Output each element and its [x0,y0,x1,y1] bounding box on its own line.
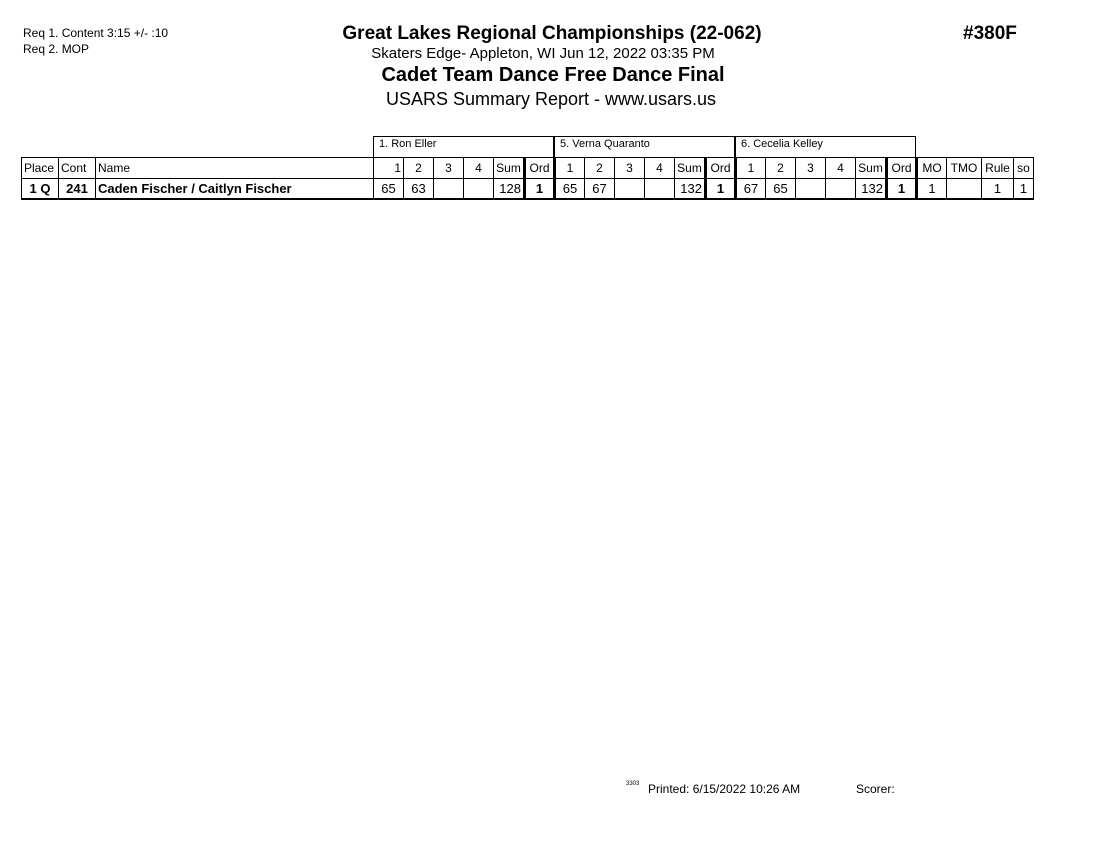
judge-2-score-4 [645,179,675,199]
col-ord: Ord [887,158,917,179]
judge-3-score-4 [826,179,856,199]
col-sum: Sum [675,158,706,179]
tmo-cell [947,179,982,199]
so-cell: 1 [1014,179,1034,199]
col-score-2: 2 [766,158,796,179]
judge-1-score-2: 63 [404,179,434,199]
col-rule: Rule [982,158,1014,179]
judge-2-sum: 132 [675,179,706,199]
col-score-3: 3 [615,158,645,179]
judge-3-score-1: 67 [736,179,766,199]
col-sum: Sum [856,158,887,179]
judge-2-score-3 [615,179,645,199]
judge-1-ord: 1 [525,179,555,199]
judge-1-sum: 128 [494,179,525,199]
event-number: #380F [963,23,1017,44]
requirement-1: Req 1. Content 3:15 +/- :10 [23,26,169,40]
judge-2-score-2: 67 [585,179,615,199]
col-sum: Sum [494,158,525,179]
col-mo: MO [917,158,947,179]
col-tmo: TMO [947,158,982,179]
event-title: Cadet Team Dance Free Dance Final [381,64,725,86]
col-so: so [1014,158,1034,179]
col-name: Name [96,158,374,179]
judge-3-header: 6. Cecelia Kelley [735,136,916,157]
col-cont: Cont [59,158,96,179]
judge-3-ord: 1 [887,179,917,199]
col-score-1: 1 [555,158,585,179]
judge-2-header: 5. Verna Quaranto [554,136,735,157]
col-ord: Ord [706,158,736,179]
report-title: USARS Summary Report - www.usars.us [385,89,717,109]
table-row [22,179,1034,199]
col-score-4: 4 [826,158,856,179]
rule-cell: 1 [982,179,1014,199]
judge-1-score-3 [434,179,464,199]
judge-1-score-1: 65 [374,179,404,199]
judge-2-ord: 1 [706,179,736,199]
competition-title: Great Lakes Regional Championships (22-062) [342,23,762,44]
judge-3-score-2: 65 [766,179,796,199]
requirement-2: Req 2. MOP [23,42,90,56]
col-score-2: 2 [585,158,615,179]
cont-cell: 241 [59,179,96,199]
col-score-2: 2 [404,158,434,179]
results-table [21,157,1034,200]
col-score-3: 3 [796,158,826,179]
judge-3-score-3 [796,179,826,199]
header-row [22,158,1034,179]
col-score-4: 4 [645,158,675,179]
venue-line: Skaters Edge- Appleton, WI Jun 12, 2022 03:35 PM [371,45,715,62]
judge-1-score-4 [464,179,494,199]
col-ord: Ord [525,158,555,179]
place-cell: 1 Q [22,179,59,199]
scorer-label: Scorer: [856,782,895,796]
col-score-4: 4 [464,158,494,179]
col-score-3: 3 [434,158,464,179]
col-score-1: 1 [374,158,404,179]
judge-3-sum: 132 [856,179,887,199]
printed-timestamp: Printed: 6/15/2022 10:26 AM [648,782,801,796]
footer-code: 3303 [626,781,640,787]
mo-cell: 1 [917,179,947,199]
judge-1-header: 1. Ron Eller [373,136,554,157]
col-score-1: 1 [736,158,766,179]
judge-2-score-1: 65 [555,179,585,199]
skater-name: Caden Fischer / Caitlyn Fischer [96,179,374,199]
col-place: Place [22,158,59,179]
